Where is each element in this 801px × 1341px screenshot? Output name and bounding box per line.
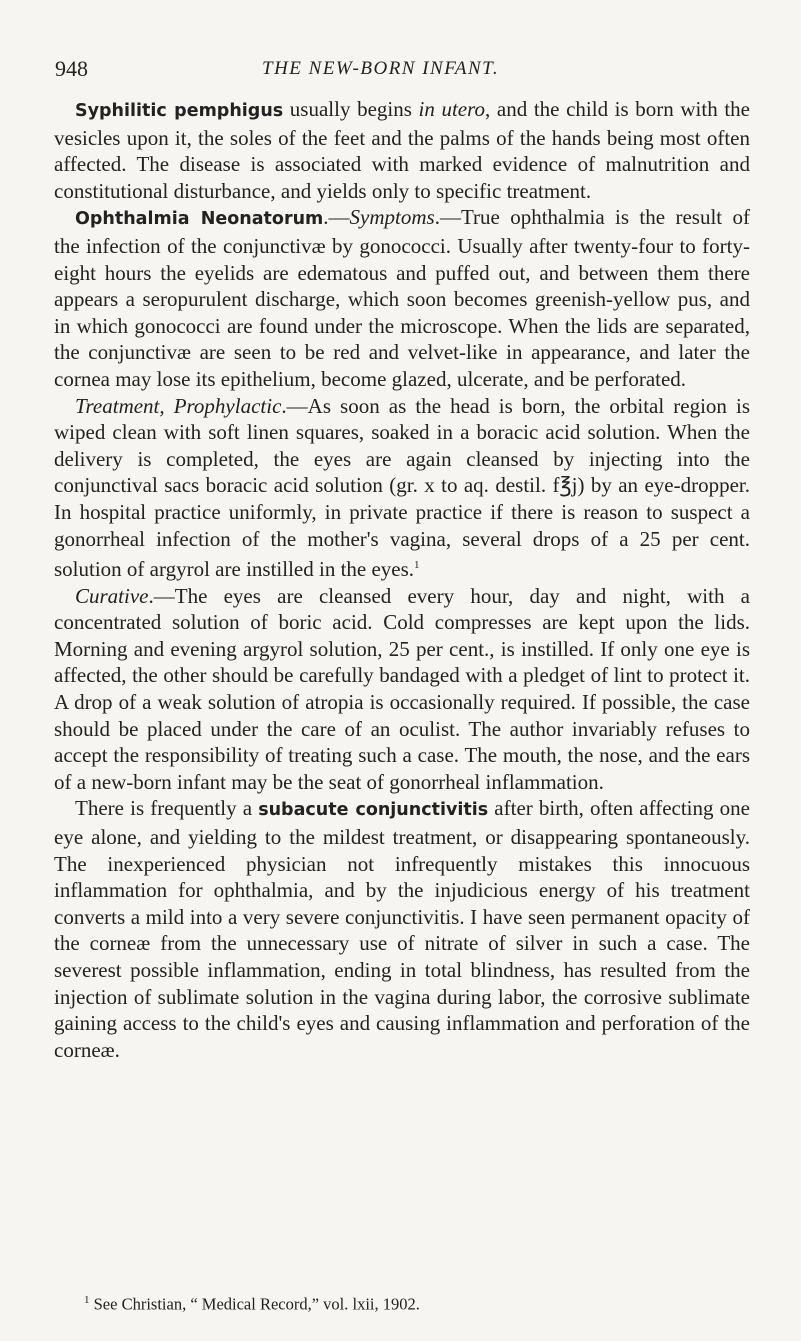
paragraph-curative-treatment: Curative.—The eyes are cleansed every hour, day and night, with a concentrated solution of boric acid. Cold compresses are kept upon the lids. Morning and evening argyrol solution, 25 per cent., is instilled. If only one eye is affected, the other should be carefully bandaged with a pledget of lint to protect it. A drop of a weak solution of atropia is occasionally required. If possible, the case should be placed under the care of an oculist. The author invariably refuses to accept the responsibility of treating such a case. The mouth, the nose, and the ears of a new-born infant may be the seat of gonorrheal inflammation. [54,583,750,794]
subheading-symptoms: Symptoms [349,205,435,230]
subheading-treatment-prophylactic: Treatment, Prophylactic [75,393,282,418]
heading-syphilitic-pemphigus: Syphilitic pemphigus [75,101,284,121]
footnote-marker: 1 [414,559,420,572]
paragraph-prophylactic-treatment: Treatment, Prophylactic.—As soon as the head is born, the orbital region is wiped clean with soft linen squares, soaked in a boracic acid solution. When the delivery is completed, the eyes are again cleansed by injecting into the conjunctival sacs boracic acid solution (gr. x to aq. destil. f℥j) by an eye-dropper. In hospital practice uniformly, in private practice if there is reason to suspect a gonorrheal infection of the mother's vagina, several drops of a 25 per cent. solution of argyrol are instilled in the eyes.$^1$ [54,393,751,582]
subheading-curative: Curative [75,583,149,608]
footnote [84,1290,420,1315]
heading-subacute-conjunctivitis: subacute conjunctivitis [258,800,489,821]
paragraph-ophthalmia-symptoms: Ophthalmia Neonatorum.—Symptoms.—True ophthalmia is the result of the infection of the conjunctivæ by gonococci. Usually after twenty-four to forty-eight hours the eyelids are edematous and puffed out, and between them there appears a seropurulent discharge, which soon becomes greenish-yellow pus, and in which gonococci are found under the microscope. When the lids are separated, the conjunctivæ are seen to be red and velvet-like in appearance, and later the cornea may lose its epithelium, become glazed, ulcerate, and be perforated. [54,205,750,391]
footnote-number: 1 [84,1294,90,1306]
heading-ophthalmia-neonatorum: Ophthalmia Neonatorum [75,209,324,230]
footnote-text: See Christian, “ Medical Record,” vol. lxii, 1902. [89,1294,420,1314]
page-number: 948 [55,56,88,81]
paragraph-subacute-conjunctivitis: There is frequently a subacute conjunctivitis after birth, often affecting one eye alone, and yielding to the mildest treatment, or disappearing spontaneously. The inexperienced physician not infrequently mistakes this innocuous inflammation for ophthalmia, and by the injudicious energy of his treatment converts a mild into a very severe conjunctivitis. I have seen permanent opacity of the corneæ from the unnecessary use of nitrate of silver in such a case. The severest possible inflammation, ending in total blindness, has resulted from the injection of sublimate solution in the vagina during labor, the corrosive sublimate gaining access to the child's eyes and causing inflammation and perforation of the corneæ. [54,796,750,1062]
body-text [54,96,750,1063]
paragraph-syphilitic-pemphigus: Syphilitic pemphigus usually begins in utero, and the child is born with the vesicles upon it, the soles of the feet and the palms of the hands being most often affected. The disease is associated with marked evidence of malnutrition and constitutional disturbance, and yields only to specific treatment. [54,97,750,203]
running-title: THE NEW-BORN INFANT. [262,58,500,79]
page-header [55,56,745,88]
